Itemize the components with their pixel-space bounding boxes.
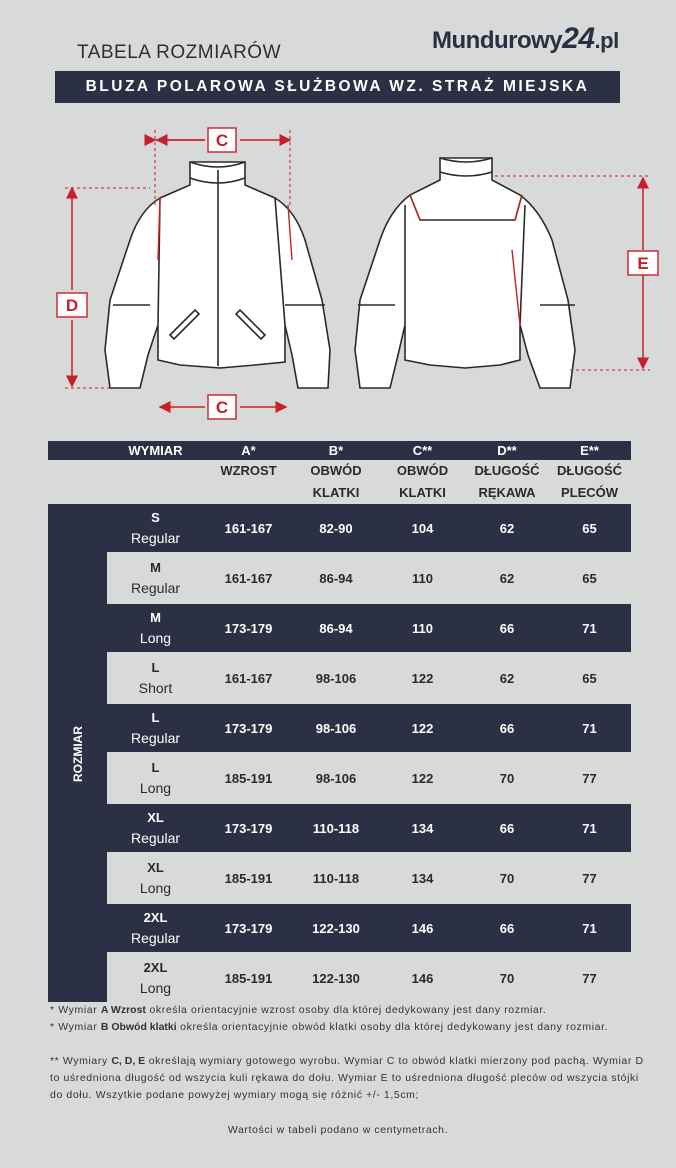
label-d: D [65, 296, 79, 315]
size-cell [107, 803, 204, 853]
size-name: L [151, 760, 160, 775]
product-banner: BLUZA POLAROWA SŁUŻBOWA WZ. STRAŻ MIEJSKA [55, 71, 620, 103]
cell-c: 122 [379, 753, 466, 803]
note-a: * Wymiar A Wzrost określa orientacyjnie wzrost osoby dla której dedykowany jest dany rozmiar. [50, 1004, 547, 1016]
size-name: M [150, 560, 161, 575]
table-row [48, 653, 631, 703]
jacket-diagram [0, 110, 676, 435]
size-fit: Long [139, 630, 172, 646]
cell-a: 185-191 [204, 853, 293, 903]
header-code-e: E** [548, 441, 631, 460]
cell-c: 104 [379, 504, 466, 553]
cell-c: 110 [379, 553, 466, 603]
cell-d: 70 [466, 753, 548, 803]
note-cde: ** Wymiary C, D, E określają wymiary gotowego wyrobu. Wymiar C to obwód klatki mierzony pod pachą. Wymiar D to uśredniona długość od wszycia kuli rękawa do dołu. Wymiar E to uśredniona długość pleców od wszycia stójki do dołu. Wszytkie podane powyżej wymiary mogą się różnić +/- 1,5cm; [50, 1055, 644, 1101]
logo-number: 24 [562, 22, 595, 55]
size-cell [107, 853, 204, 903]
cell-b: 122-130 [293, 903, 379, 953]
cell-c: 134 [379, 853, 466, 903]
units-note: Wartości w tabeli podano w centymetrach. [227, 1124, 449, 1136]
size-name: L [151, 710, 160, 725]
cell-e: 71 [548, 903, 631, 953]
header-code-a: A* [204, 441, 293, 460]
cell-e: 71 [548, 803, 631, 853]
logo-main: Mundurowy [432, 27, 563, 54]
header-code-c: C** [379, 441, 466, 460]
cell-a: 161-167 [204, 653, 293, 703]
side-label: ROZMIAR [70, 725, 85, 782]
cell-b: 86-94 [293, 553, 379, 603]
cell-c: 146 [379, 953, 466, 1003]
cell-b: 98-106 [293, 653, 379, 703]
cell-e: 77 [548, 853, 631, 903]
header-code-d: D** [466, 441, 548, 460]
jacket-back [355, 158, 575, 388]
size-fit: Long [139, 780, 172, 796]
cell-a: 161-167 [204, 504, 293, 553]
side-label-cell [48, 504, 107, 1003]
cell-d: 70 [466, 853, 548, 903]
header-code-b: B* [293, 441, 379, 460]
table-row [48, 803, 631, 853]
cell-a: 161-167 [204, 553, 293, 603]
header-name-e: DŁUGOŚĆ PLECÓW [557, 463, 622, 500]
cell-d: 62 [466, 553, 548, 603]
jacket-front [105, 162, 330, 388]
cell-b: 82-90 [293, 504, 379, 553]
cell-c: 134 [379, 803, 466, 853]
cell-e: 65 [548, 653, 631, 703]
cell-a: 173-179 [204, 703, 293, 753]
cell-d: 66 [466, 703, 548, 753]
cell-d: 66 [466, 903, 548, 953]
cell-c: 146 [379, 903, 466, 953]
cell-e: 71 [548, 603, 631, 653]
label-e: E [637, 254, 649, 273]
table-row [48, 903, 631, 953]
cell-e: 65 [548, 553, 631, 603]
size-cell [107, 504, 204, 553]
cell-d: 62 [466, 653, 548, 703]
cell-b: 122-130 [293, 953, 379, 1003]
header-name-b: OBWÓD KLATKI [310, 463, 362, 500]
header-wymiar: WYMIAR [107, 441, 204, 460]
label-c-bottom: C [215, 398, 229, 417]
table-row [48, 703, 631, 753]
table-row [48, 603, 631, 653]
cell-c: 110 [379, 603, 466, 653]
size-cell [107, 703, 204, 753]
size-cell [107, 653, 204, 703]
cell-b: 98-106 [293, 753, 379, 803]
cell-b: 98-106 [293, 703, 379, 753]
table-header-names [48, 460, 631, 504]
header-blank [48, 441, 107, 460]
cell-b: 110-118 [293, 803, 379, 853]
size-name: L [151, 660, 160, 675]
page-title: TABELA ROZMIARÓW [77, 42, 282, 63]
brand-logo [432, 22, 619, 56]
size-fit: Regular [130, 530, 181, 546]
size-fit: Short [138, 680, 173, 696]
table-row [48, 953, 631, 1003]
size-cell [107, 553, 204, 603]
cell-d: 62 [466, 504, 548, 553]
logo-tld: .pl [594, 28, 619, 53]
cell-a: 173-179 [204, 603, 293, 653]
table-header-codes [48, 441, 631, 460]
size-name: XL [147, 860, 164, 875]
size-cell [107, 953, 204, 1003]
size-fit: Long [139, 880, 172, 896]
size-name: 2XL [143, 910, 168, 925]
table-row [48, 504, 631, 553]
cell-c: 122 [379, 653, 466, 703]
cell-e: 77 [548, 753, 631, 803]
cell-b: 86-94 [293, 603, 379, 653]
cell-a: 185-191 [204, 953, 293, 1003]
size-cell [107, 903, 204, 953]
header-name-c: OBWÓD KLATKI [396, 463, 449, 500]
cell-d: 66 [466, 603, 548, 653]
size-cell [107, 603, 204, 653]
cell-e: 65 [548, 504, 631, 553]
size-name: M [150, 610, 161, 625]
cell-a: 173-179 [204, 803, 293, 853]
cell-d: 70 [466, 953, 548, 1003]
note-b: * Wymiar B Obwód klatki określa orientacyjnie obwód klatki osoby dla której dedykowany jest dany rozmiar. [50, 1021, 609, 1033]
cell-b: 110-118 [293, 853, 379, 903]
table-row [48, 553, 631, 603]
header-name-d: DŁUGOŚĆ RĘKAWA [474, 463, 540, 500]
size-cell [107, 753, 204, 803]
size-fit: Long [139, 980, 172, 996]
size-fit: Regular [130, 730, 181, 746]
size-name: S [151, 510, 160, 525]
footnotes [50, 1002, 650, 1104]
cell-d: 66 [466, 803, 548, 853]
table-row [48, 853, 631, 903]
size-fit: Regular [130, 830, 181, 846]
size-name: XL [147, 810, 164, 825]
cell-c: 122 [379, 703, 466, 753]
cell-a: 173-179 [204, 903, 293, 953]
size-fit: Regular [130, 930, 181, 946]
size-fit: Regular [130, 580, 181, 596]
size-name: 2XL [143, 960, 168, 975]
header-name-a: WZROST [220, 463, 277, 478]
label-c-top: C [215, 131, 229, 150]
cell-e: 77 [548, 953, 631, 1003]
table-row [48, 753, 631, 803]
cell-e: 71 [548, 703, 631, 753]
size-table [48, 441, 631, 1004]
cell-a: 185-191 [204, 753, 293, 803]
